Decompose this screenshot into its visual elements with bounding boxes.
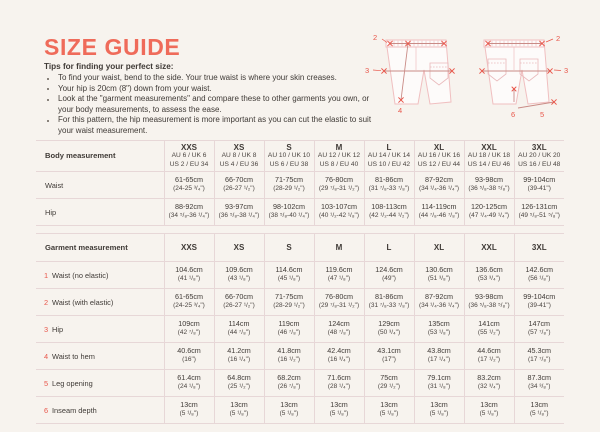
value-inch: (16") xyxy=(182,356,196,363)
bullet-icon xyxy=(47,120,49,122)
value-inch: (29 ⁷/₈-31 ¹/₂") xyxy=(318,302,360,309)
value-inch: (5 ¹/₈") xyxy=(279,410,299,417)
size-au-uk: AU 12 / UK 12 xyxy=(317,152,361,160)
size-us-eu: US 14 / EU 46 xyxy=(467,160,511,168)
data-cell xyxy=(414,316,464,343)
value-inch: (43 ¹/₈") xyxy=(227,275,251,282)
value-cm: 81-86cm xyxy=(375,292,403,302)
body-measurement-table xyxy=(36,140,564,226)
bullet-icon xyxy=(47,78,49,80)
page-title: SIZE GUIDE xyxy=(44,34,181,60)
tips-list xyxy=(44,73,374,137)
value-cm: 93-98cm xyxy=(475,175,503,185)
value-inch: (5 ¹/₈") xyxy=(529,410,549,417)
size-name: M xyxy=(335,142,343,152)
size-name: L xyxy=(386,142,392,152)
value-inch: (39-41") xyxy=(527,302,551,309)
size-header-cell: L xyxy=(364,234,414,262)
value-inch: (29 ¹/₂") xyxy=(377,383,401,390)
size-header-cell xyxy=(214,141,264,172)
size-au-uk: AU 8 / UK 8 xyxy=(221,152,257,160)
table-row xyxy=(36,262,564,289)
value-inch: (5 ¹/₈") xyxy=(229,410,249,417)
value-cm: 109.6cm xyxy=(225,265,253,275)
value-cm: 66-70cm xyxy=(225,292,253,302)
row-marker-number: 5 xyxy=(43,378,49,388)
size-au-uk: AU 6 / UK 6 xyxy=(171,152,207,160)
tip-text: Your hip is 20cm (8") down from your waist. xyxy=(58,83,212,93)
value-cm: 93-97cm xyxy=(225,202,253,212)
value-inch: (5 ¹/₈") xyxy=(479,410,499,417)
value-cm: 64.8cm xyxy=(227,373,251,383)
data-cell xyxy=(514,343,564,370)
bullet-icon xyxy=(47,88,49,90)
data-cell xyxy=(464,370,514,397)
size-us-eu: US 6 / EU 38 xyxy=(269,160,309,168)
table-row xyxy=(36,343,564,370)
size-us-eu: US 4 / EU 36 xyxy=(219,160,259,168)
value-cm: 104.6cm xyxy=(175,265,203,275)
table-row xyxy=(36,316,564,343)
tip-text: To find your waist, bend to the side. Your true waist is where your skin creases. xyxy=(58,73,337,82)
value-cm: 79.1cm xyxy=(427,373,451,383)
value-cm: 44.6cm xyxy=(477,346,501,356)
data-cell xyxy=(364,343,414,370)
value-cm: 147cm xyxy=(528,319,551,329)
size-header-cell xyxy=(364,141,414,172)
value-cm: 141cm xyxy=(478,319,500,329)
data-cell xyxy=(264,262,314,289)
row-label-text: Hip xyxy=(52,324,64,334)
table-header-row xyxy=(36,141,564,172)
data-cell xyxy=(514,262,564,289)
value-inch: (48 ⁷/₈") xyxy=(327,329,351,336)
size-name: S xyxy=(286,142,292,152)
size-header-cell: XS xyxy=(214,234,264,262)
data-cell xyxy=(514,370,564,397)
value-cm: 42.4cm xyxy=(327,346,351,356)
row-label-text: Waist (no elastic) xyxy=(52,270,109,280)
data-cell xyxy=(164,343,214,370)
data-cell xyxy=(264,397,314,424)
data-cell xyxy=(164,316,214,343)
value-inch: (36 ⁵/₈-38 ¹/₄") xyxy=(218,212,260,219)
value-inch: (53 ¹/₈") xyxy=(427,329,451,336)
value-cm: 81-86cm xyxy=(375,175,403,185)
value-cm: 13cm xyxy=(430,400,448,410)
data-cell xyxy=(264,343,314,370)
marker-label-5: 5 xyxy=(540,110,545,119)
data-cell xyxy=(414,199,464,226)
data-cell xyxy=(464,199,514,226)
row-label xyxy=(36,289,164,316)
value-cm: 142.6cm xyxy=(525,265,554,275)
data-cell xyxy=(164,199,214,226)
value-cm: 114cm xyxy=(228,319,250,329)
data-cell xyxy=(414,262,464,289)
data-cell xyxy=(314,316,364,343)
data-cell xyxy=(514,289,564,316)
value-cm: 61-65cm xyxy=(175,175,203,185)
value-inch: (51 ³/₈") xyxy=(427,275,451,282)
value-inch: (5 ¹/₈") xyxy=(329,410,349,417)
value-inch: (47 ¹/₄-49 ¹/₄") xyxy=(468,212,510,219)
data-cell xyxy=(514,397,564,424)
value-cm: 76-80cm xyxy=(325,175,353,185)
table-row xyxy=(36,172,564,199)
table-row xyxy=(36,397,564,424)
data-cell xyxy=(214,316,264,343)
value-cm: 45.3cm xyxy=(527,346,552,356)
row-marker-number: 1 xyxy=(43,270,49,280)
value-inch: (5 ¹/₈") xyxy=(429,410,449,417)
marker-label-3: 3 xyxy=(365,66,370,75)
value-cm: 93-98cm xyxy=(475,292,503,302)
tip-item xyxy=(44,73,374,84)
data-cell xyxy=(514,316,564,343)
size-header-cell: XXS xyxy=(164,234,214,262)
value-inch: (24-25 ³/₄") xyxy=(173,185,205,192)
value-cm: 124.6cm xyxy=(375,265,403,275)
value-inch: (36 ⁵/₈-38 ⁵/₈") xyxy=(468,185,510,192)
value-cm: 13cm xyxy=(530,400,549,410)
value-inch: (55 ¹/₂") xyxy=(477,329,501,336)
value-cm: 129cm xyxy=(378,319,400,329)
table-row xyxy=(36,199,564,226)
body-measurement-header: Body measurement xyxy=(36,141,164,172)
data-cell xyxy=(314,289,364,316)
value-cm: 135cm xyxy=(428,319,450,329)
value-inch: (24 ¹/₈") xyxy=(177,383,201,390)
size-us-eu: US 16 / EU 48 xyxy=(518,160,561,168)
value-inch: (49 ⁵/₈-51 ⁵/₈") xyxy=(518,212,560,219)
value-cm: 41.8cm xyxy=(277,346,301,356)
value-inch: (36 ⁵/₈-38 ⁵/₈") xyxy=(468,302,510,309)
value-cm: 61.4cm xyxy=(177,373,201,383)
data-cell xyxy=(364,172,414,199)
data-cell xyxy=(314,262,364,289)
value-cm: 41.2cm xyxy=(227,346,251,356)
row-label-text: Waist (with elastic) xyxy=(52,297,114,307)
size-name: XS xyxy=(233,142,245,152)
value-inch: (28-29 ¹/₂") xyxy=(273,185,305,192)
data-cell xyxy=(264,289,314,316)
data-cell xyxy=(214,172,264,199)
tip-item xyxy=(44,115,374,136)
row-marker-number: 3 xyxy=(43,324,49,334)
table-header-row xyxy=(36,234,564,262)
value-inch: (45 ¹/₈") xyxy=(277,275,301,282)
value-inch: (17 ¹/₄") xyxy=(427,356,451,363)
value-cm: 124cm xyxy=(328,319,350,329)
value-inch: (5 ¹/₈") xyxy=(379,410,399,417)
value-inch: (31 ¹/₈") xyxy=(427,383,451,390)
size-us-eu: US 2 / EU 34 xyxy=(169,160,209,168)
value-inch: (17") xyxy=(382,356,396,363)
size-name: 3XL xyxy=(531,142,547,152)
value-cm: 13cm xyxy=(180,400,198,410)
garment-measurement-header: Garment measurement xyxy=(36,234,164,262)
data-cell xyxy=(514,172,564,199)
data-cell xyxy=(164,397,214,424)
value-inch: (32 ³/₄") xyxy=(477,383,501,390)
table-row xyxy=(36,370,564,397)
value-inch: (28-29 ¹/₂") xyxy=(273,302,305,309)
value-inch: (34 ³/₈") xyxy=(528,383,551,390)
value-inch: (56 ¹/₈") xyxy=(528,275,551,282)
value-cm: 71-75cm xyxy=(275,292,303,302)
size-header-cell: M xyxy=(314,234,364,262)
value-inch: (24-25 ³/₄") xyxy=(173,302,205,309)
data-cell xyxy=(364,397,414,424)
value-inch: (40 ¹/₂-42 ¹/₈") xyxy=(318,212,360,219)
value-inch: (5 ¹/₈") xyxy=(179,410,199,417)
value-cm: 109cm xyxy=(178,319,200,329)
size-au-uk: AU 16 / UK 16 xyxy=(417,152,461,160)
data-cell xyxy=(214,199,264,226)
size-header-cell xyxy=(464,141,514,172)
data-cell xyxy=(364,316,414,343)
tip-item xyxy=(44,94,374,115)
value-inch: (42 ⁷/₈") xyxy=(177,329,201,336)
value-cm: 120-125cm xyxy=(471,202,507,212)
value-inch: (26-27 ¹/₂") xyxy=(223,302,255,309)
data-cell xyxy=(264,172,314,199)
bullet-icon xyxy=(47,99,49,101)
value-cm: 108-113cm xyxy=(371,202,407,212)
row-label xyxy=(36,370,164,397)
table-row xyxy=(36,289,564,316)
row-label: Hip xyxy=(36,199,164,226)
row-label-text: Waist to hem xyxy=(52,351,95,361)
row-label-text: Inseam depth xyxy=(52,405,97,415)
shorts-back-view-illustration xyxy=(468,26,586,138)
value-cm: 119cm xyxy=(278,319,300,329)
value-inch: (31 ⁷/₈-33 ⁷/₈") xyxy=(368,185,410,192)
value-inch: (42 ¹/₂-44 ¹/₂") xyxy=(369,212,409,219)
data-cell xyxy=(314,397,364,424)
size-name: XL xyxy=(433,142,445,152)
value-inch: (29 ⁷/₈-31 ¹/₂") xyxy=(318,185,360,192)
size-header-cell xyxy=(164,141,214,172)
row-label xyxy=(36,316,164,343)
size-us-eu: US 8 / EU 40 xyxy=(319,160,359,168)
data-cell xyxy=(214,370,264,397)
value-cm: 13cm xyxy=(230,400,248,410)
value-cm: 99-104cm xyxy=(523,292,556,302)
value-inch: (47 ¹/₈") xyxy=(327,275,351,282)
tip-item xyxy=(44,84,374,95)
data-cell xyxy=(214,262,264,289)
value-inch: (31 ⁷/₈-33 ⁷/₈") xyxy=(368,302,410,309)
value-inch: (49") xyxy=(382,275,396,282)
row-label xyxy=(36,397,164,424)
value-cm: 43.1cm xyxy=(377,346,401,356)
data-cell xyxy=(464,316,514,343)
data-cell xyxy=(214,343,264,370)
data-cell xyxy=(314,199,364,226)
value-inch: (16 ³/₄") xyxy=(327,356,351,363)
data-cell xyxy=(364,262,414,289)
size-au-uk: AU 10 / UK 10 xyxy=(267,152,311,160)
size-header-cell: 3XL xyxy=(514,234,564,262)
value-cm: 71.6cm xyxy=(327,373,351,383)
data-cell xyxy=(264,199,314,226)
value-cm: 119.6cm xyxy=(325,265,353,275)
value-inch: (44 ⁷/₈-46 ⁷/₈") xyxy=(418,212,460,219)
value-inch: (25 ¹/₂") xyxy=(227,383,251,390)
data-cell xyxy=(414,370,464,397)
value-cm: 61-65cm xyxy=(175,292,203,302)
data-cell xyxy=(414,289,464,316)
value-inch: (34 ¹/₄-36 ¹/₄") xyxy=(418,302,460,309)
row-marker-number: 6 xyxy=(43,405,49,415)
data-cell xyxy=(214,289,264,316)
value-cm: 87.3cm xyxy=(527,373,552,383)
value-inch: (53 ³/₄") xyxy=(477,275,501,282)
value-cm: 98-102cm xyxy=(273,202,305,212)
data-cell xyxy=(464,172,514,199)
data-cell xyxy=(414,397,464,424)
data-cell xyxy=(164,370,214,397)
row-marker-number: 4 xyxy=(43,351,49,361)
size-au-uk: AU 20 / UK 20 xyxy=(518,152,561,160)
value-inch: (16 ¹/₂") xyxy=(277,356,301,363)
value-inch: (28 ¹/₄") xyxy=(327,383,351,390)
value-inch: (57 ⁷/₈") xyxy=(527,329,551,336)
marker-label-4: 4 xyxy=(398,106,403,115)
data-cell xyxy=(464,262,514,289)
data-cell xyxy=(364,370,414,397)
value-inch: (34 ¹/₄-36 ¹/₄") xyxy=(418,185,460,192)
row-label: Waist xyxy=(36,172,164,199)
value-cm: 43.8cm xyxy=(427,346,451,356)
tips-heading: Tips for finding your perfect size: xyxy=(44,62,174,71)
value-cm: 13cm xyxy=(380,400,398,410)
value-cm: 40.6cm xyxy=(177,346,201,356)
value-inch: (26-27 ¹/₂") xyxy=(223,185,255,192)
value-cm: 76-80cm xyxy=(325,292,353,302)
value-cm: 13cm xyxy=(330,400,348,410)
data-cell xyxy=(314,370,364,397)
size-header-cell xyxy=(514,141,564,172)
value-cm: 83.2cm xyxy=(477,373,501,383)
shorts-front-view-illustration xyxy=(360,26,478,138)
data-cell xyxy=(414,343,464,370)
size-au-uk: AU 14 / UK 14 xyxy=(367,152,411,160)
data-cell xyxy=(464,289,514,316)
data-cell xyxy=(164,262,214,289)
value-inch: (46 ⁷/₈") xyxy=(277,329,301,336)
data-cell xyxy=(314,343,364,370)
value-inch: (34 ⁵/₈-36 ¹/₄") xyxy=(168,212,210,219)
value-cm: 88-92cm xyxy=(175,202,203,212)
value-cm: 114.6cm xyxy=(275,265,303,275)
data-cell xyxy=(164,172,214,199)
value-cm: 99-104cm xyxy=(523,175,556,185)
row-marker-number: 2 xyxy=(43,297,49,307)
value-cm: 66-70cm xyxy=(225,175,253,185)
value-inch: (26 ⁷/₈") xyxy=(277,383,301,390)
size-header-cell xyxy=(314,141,364,172)
row-label-text: Leg opening xyxy=(52,378,93,388)
data-cell xyxy=(214,397,264,424)
value-cm: 136.6cm xyxy=(475,265,503,275)
value-inch: (41 ¹/₈") xyxy=(177,275,201,282)
value-inch: (38 ⁵/₈-40 ¹/₄") xyxy=(268,212,310,219)
tip-text: Look at the "garment measurements" and compare these to other garments you own, or your body measurements, to assess the ease. xyxy=(58,94,370,114)
value-cm: 13cm xyxy=(280,400,298,410)
size-header-cell xyxy=(414,141,464,172)
value-inch: (44 ⁷/₈") xyxy=(227,329,251,336)
value-cm: 126-131cm xyxy=(521,202,558,212)
value-cm: 87-92cm xyxy=(425,292,453,302)
row-label xyxy=(36,262,164,289)
value-cm: 68.2cm xyxy=(277,373,301,383)
data-cell xyxy=(164,289,214,316)
value-cm: 71-75cm xyxy=(275,175,303,185)
value-inch: (16 ¹/₄") xyxy=(227,356,251,363)
data-cell xyxy=(464,397,514,424)
marker-label-2: 2 xyxy=(556,34,561,43)
data-cell xyxy=(364,289,414,316)
size-au-uk: AU 18 / UK 18 xyxy=(467,152,511,160)
data-cell xyxy=(264,370,314,397)
size-us-eu: US 12 / EU 44 xyxy=(417,160,461,168)
marker-label-6: 6 xyxy=(511,110,516,119)
garment-measurement-table xyxy=(36,233,564,424)
size-header-cell xyxy=(264,141,314,172)
data-cell xyxy=(414,172,464,199)
size-name: XXL xyxy=(481,142,497,152)
data-cell xyxy=(314,172,364,199)
value-cm: 130.6cm xyxy=(425,265,453,275)
size-us-eu: US 10 / EU 42 xyxy=(367,160,411,168)
value-inch: (17 ⁷/₈") xyxy=(527,356,551,363)
marker-label-2: 2 xyxy=(373,33,378,42)
data-cell xyxy=(464,343,514,370)
size-name: XXS xyxy=(180,142,197,152)
value-cm: 114-119cm xyxy=(421,202,457,212)
data-cell xyxy=(364,199,414,226)
value-inch: (39-41") xyxy=(527,185,551,192)
value-cm: 75cm xyxy=(380,373,398,383)
tip-text: For this pattern, the hip measurement is more important as you can cut the elastic to suit your waist measurement. xyxy=(58,115,372,135)
value-cm: 87-92cm xyxy=(425,175,453,185)
marker-label-3: 3 xyxy=(564,66,569,75)
size-header-cell: XXL xyxy=(464,234,514,262)
size-header-cell: S xyxy=(264,234,314,262)
value-cm: 13cm xyxy=(480,400,498,410)
data-cell xyxy=(514,199,564,226)
value-inch: (17 ¹/₂") xyxy=(477,356,501,363)
value-cm: 103-107cm xyxy=(321,202,357,212)
row-label xyxy=(36,343,164,370)
data-cell xyxy=(264,316,314,343)
value-inch: (50 ³/₄") xyxy=(377,329,401,336)
size-header-cell: XL xyxy=(414,234,464,262)
